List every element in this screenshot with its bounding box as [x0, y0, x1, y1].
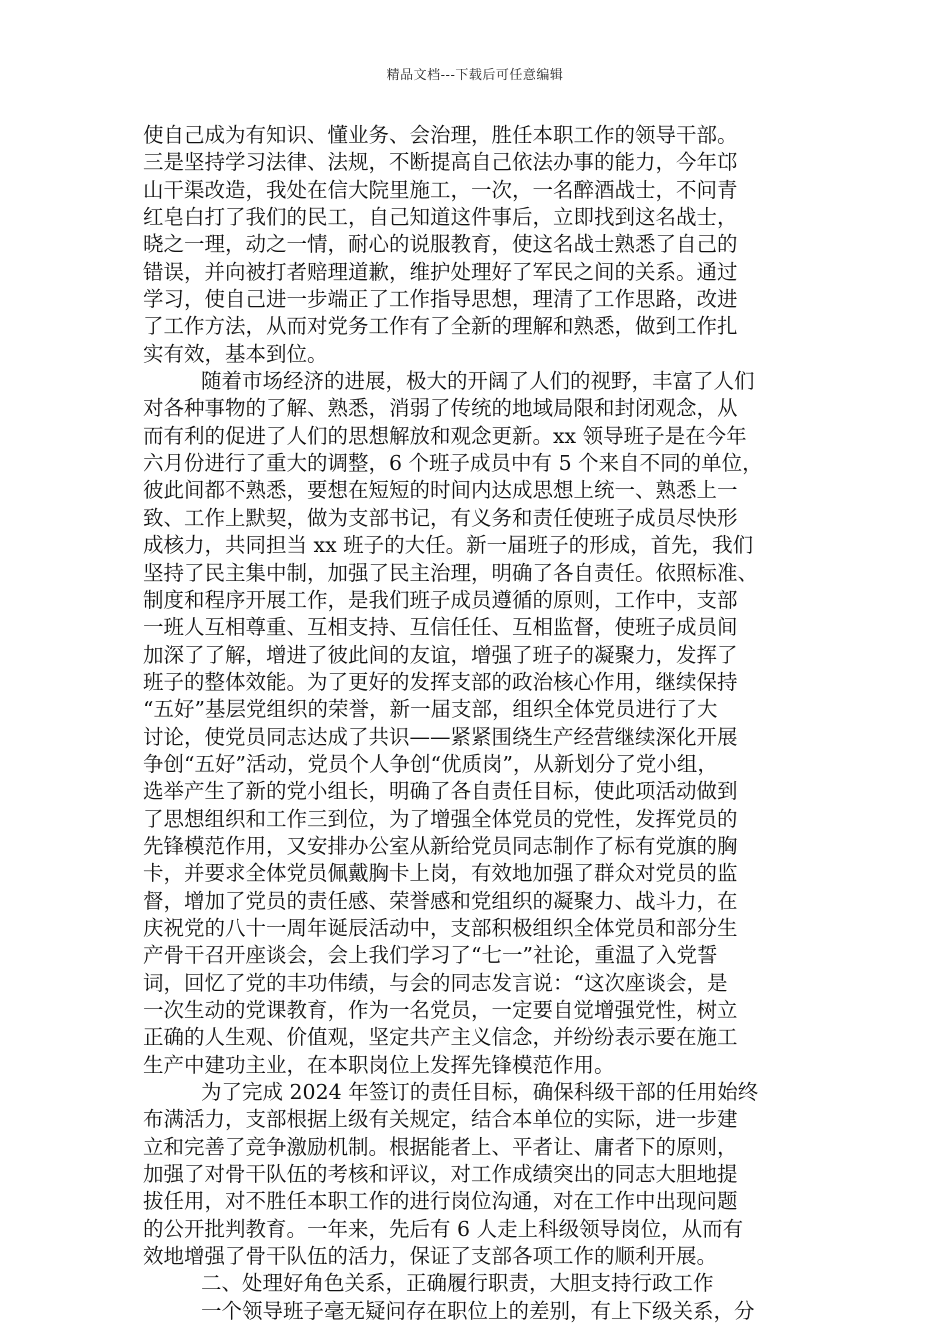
text-line: 班子的整体效能。为了更好的发挥支部的政治核心作用，继续保持	[143, 669, 738, 694]
text-line: 争创“五好”活动，党员个人争创“优质岗”，从新划分了党小组，	[143, 751, 718, 776]
text-line: 庆祝党的八十一周年诞辰活动中，支部积极组织全体党员和部分生	[143, 915, 738, 940]
text-line: 了思想组织和工作三到位，为了增强全体党员的党性，发挥党员的	[143, 806, 738, 831]
text-line: 了工作方法，从而对党务工作有了全新的理解和熟悉，做到工作扎	[143, 314, 738, 339]
text-line: 正确的人生观、价值观，坚定共产主义信念，并纷纷表示要在施工	[143, 1025, 738, 1050]
text-line: 一次生动的党课教育，作为一名党员，一定要自觉增强党性，树立	[143, 998, 738, 1022]
text-line: 坚持了民主集中制，加强了民主治理，明确了各自责任。依照标准、	[143, 560, 758, 585]
text-line: 山干渠改造，我处在信大院里施工，一次，一名醉酒战士，不问青	[143, 177, 738, 202]
text-line: 选举产生了新的党小组长，明确了各自责任目标，使此项活动做到	[143, 779, 738, 804]
text-line: 对各种事物的了解、熟悉，消弱了传统的地域局限和封闭观念，从	[143, 396, 738, 421]
text-line: 错误，并向被打者赔理道歉，维护处理好了军民之间的关系。通过	[143, 259, 738, 284]
text-line: 效地增强了骨干队伍的活力，保证了支部各项工作的顺利开展。	[143, 1244, 717, 1269]
text-line: 彼此间都不熟悉，要想在短短的时间内达成思想上统一、熟悉上一	[143, 478, 738, 503]
text-line: 一班人互相尊重、互相支持、互信任任、互相监督，使班子成员间	[143, 615, 738, 640]
text-line: 而有利的促进了人们的思想解放和观念更新。xx 领导班子是在今年	[143, 423, 747, 448]
text-line: 先锋模范作用，又安排办公室从新给党员同志制作了标有党旗的胸	[143, 833, 738, 858]
text-line: 词，回忆了党的丰功伟绩，与会的同志发言说：“这次座谈会，是	[143, 970, 728, 995]
text-line: 立和完善了竞争激励机制。根据能者上、平者让、庸者下的原则，	[143, 1134, 738, 1159]
text-line: 红皂白打了我们的民工，自己知道这件事后，立即找到这名战士，	[143, 205, 738, 230]
text-line: 致、工作上默契，做为支部书记，有义务和责任使班子成员尽快形	[143, 505, 738, 530]
text-line: 三是坚持学习法律、法规，不断提高自己依法办事的能力，今年邙	[143, 150, 738, 175]
text-line: 督，增加了党员的责任感、荣誉感和党组织的凝聚力、战斗力，在	[143, 888, 738, 913]
text-line: 实有效，基本到位。	[143, 341, 328, 366]
text-line: 学习，使自己进一步端正了工作指导思想，理清了工作思路，改进	[143, 287, 738, 312]
text-line: 成核力，共同担当 xx 班子的大任。新一届班子的形成，首先，我们	[143, 533, 754, 558]
document-body	[143, 122, 833, 1325]
text-line: 使自己成为有知识、懂业务、会治理，胜任本职工作的领导干部。	[143, 123, 738, 147]
text-line: 二、处理好角色关系，正确履行职责，大胆支持行政工作	[201, 1271, 714, 1296]
text-line: 随着市场经济的进展，极大的开阔了人们的视野，丰富了人们	[201, 369, 755, 394]
text-line: 讨论，使党员同志达成了共识——紧紧围绕生产经营继续深化开展	[143, 724, 738, 749]
text-line: 加强了对骨干队伍的考核和评议，对工作成绩突出的同志大胆地提	[143, 1162, 738, 1187]
text-line: 产骨干召开座谈会，会上我们学习了“七一”社论，重温了入党誓	[143, 943, 718, 968]
text-line: 一个领导班子毫无疑问存在职位上的差别，有上下级关系，分	[201, 1298, 755, 1323]
text-line: 加深了了解，增进了彼此间的友谊，增强了班子的凝聚力，发挥了	[143, 642, 738, 667]
page-header: 精品文档---下载后可任意编辑	[386, 68, 564, 83]
text-line: 六月份进行了重大的调整，6 个班子成员中有 5 个来自不同的单位，	[143, 451, 763, 476]
text-line: 为了完成 2024 年签订的责任目标，确保科级干部的任用始终	[201, 1080, 759, 1105]
text-line: 的公开批判教育。一年来，先后有 6 人走上科级领导岗位，从而有	[143, 1216, 744, 1241]
text-line: 晓之一理，动之一情，耐心的说服教育，使这名战士熟悉了自己的	[143, 232, 738, 257]
text-line: 卡，并要求全体党员佩戴胸卡上岗，有效地加强了群众对党员的监	[143, 861, 738, 886]
text-line: 制度和程序开展工作，是我们班子成员遵循的原则，工作中，支部	[143, 587, 738, 612]
text-line: “五好”基层党组织的荣誉，新一届支部，组织全体党员进行了大	[143, 697, 718, 722]
text-line: 拔任用，对不胜任本职工作的进行岗位沟通，对在工作中出现问题	[143, 1189, 738, 1214]
text-line: 布满活力，支部根据上级有关规定，结合本单位的实际，进一步建	[143, 1107, 738, 1132]
text-line: 生产中建功主业，在本职岗位上发挥先锋模范作用。	[143, 1052, 615, 1077]
